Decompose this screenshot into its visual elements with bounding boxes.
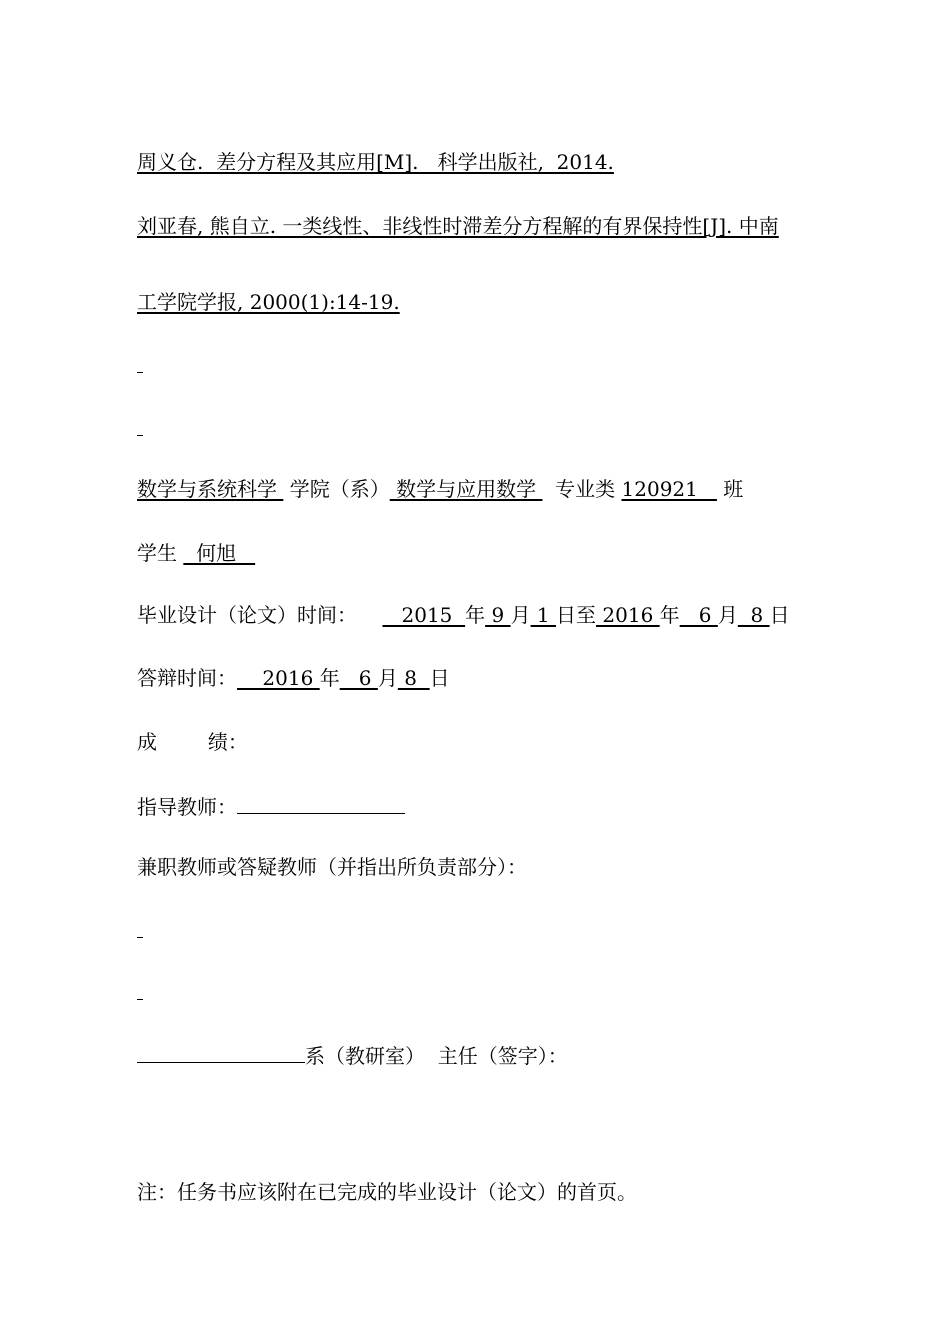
defense-month: 6 bbox=[339, 666, 378, 690]
major-suffix: 专业类 bbox=[542, 477, 622, 501]
year-char: 年 bbox=[319, 666, 340, 690]
major-field: 数学与应用数学 bbox=[389, 477, 543, 501]
advisor-label: 指导教师： bbox=[137, 795, 237, 819]
advisor-signature-blank bbox=[237, 793, 405, 814]
separator-dash bbox=[137, 372, 143, 373]
day-char: 日 bbox=[769, 603, 790, 627]
reference-2-line-2: 工学院学报, 2000(1):14-19. bbox=[137, 290, 400, 314]
class-field: 120921 bbox=[621, 477, 717, 501]
director-line bbox=[137, 1042, 568, 1068]
year-char: 年 bbox=[659, 603, 680, 627]
end-month: 6 bbox=[679, 603, 718, 627]
separator-dash bbox=[137, 435, 143, 436]
reference-2-line-1: 刘亚春, 熊自立. 一类线性、非线性时滞差分方程解的有界保持性[J]. 中南 bbox=[137, 214, 779, 238]
end-year: 2016 bbox=[596, 603, 660, 627]
defense-year: 2016 bbox=[237, 666, 320, 690]
start-year: 2015 bbox=[382, 603, 466, 627]
student-name: 何旭 bbox=[183, 541, 256, 565]
to-text: 日至 bbox=[556, 603, 597, 627]
student-line bbox=[137, 541, 255, 565]
year-char: 年 bbox=[465, 603, 486, 627]
defense-time-label: 答辩时间： bbox=[137, 666, 237, 690]
day-char: 日 bbox=[429, 666, 450, 690]
advisor-line bbox=[137, 793, 405, 819]
defense-day: 8 bbox=[397, 666, 430, 690]
start-month: 9 bbox=[485, 603, 511, 627]
director-signature-blank bbox=[137, 1042, 305, 1063]
defense-time-line bbox=[137, 666, 450, 690]
class-suffix: 班 bbox=[716, 477, 744, 501]
school-suffix: 学院（系） bbox=[283, 477, 390, 501]
school-major-class-line bbox=[137, 477, 743, 501]
separator-dash bbox=[137, 999, 143, 1000]
director-label: 系（教研室） 主任（签字）： bbox=[305, 1044, 568, 1068]
design-time-line bbox=[137, 603, 790, 627]
separator-dash bbox=[137, 937, 143, 938]
month-char: 月 bbox=[510, 603, 531, 627]
note: 注：任务书应该附在已完成的毕业设计（论文）的首页。 bbox=[137, 1180, 637, 1204]
school-field: 数学与系统科学 bbox=[137, 477, 284, 501]
design-time-label: 毕业设计（论文）时间： bbox=[137, 603, 357, 627]
student-label: 学生 bbox=[137, 541, 184, 565]
end-day: 8 bbox=[737, 603, 770, 627]
part-time-teacher-line: 兼职教师或答疑教师（并指出所负责部分）： bbox=[137, 855, 527, 879]
grade-line: 成 绩： bbox=[137, 730, 248, 754]
month-char: 月 bbox=[377, 666, 398, 690]
start-day: 1 bbox=[530, 603, 557, 627]
month-char: 月 bbox=[717, 603, 738, 627]
reference-1: 周义仓. 差分方程及其应用[M]. 科学出版社, 2014. bbox=[137, 150, 614, 174]
